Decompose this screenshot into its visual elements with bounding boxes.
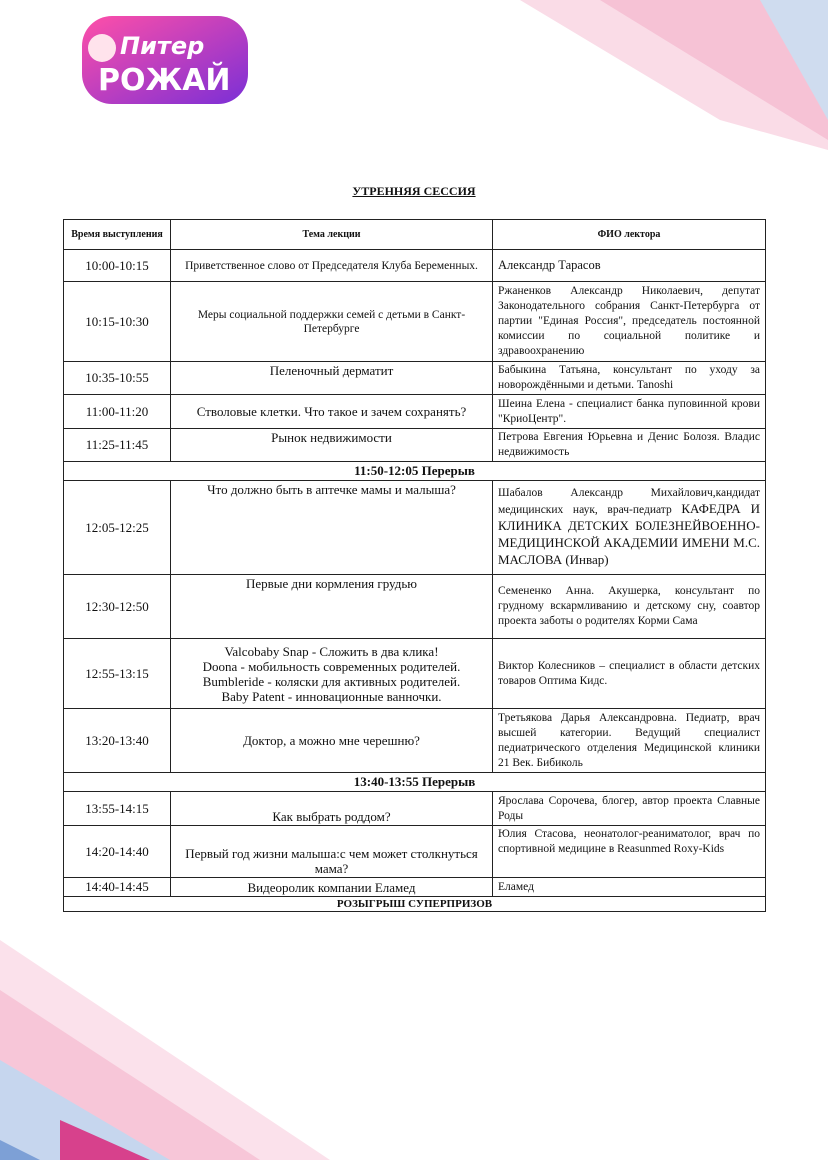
logo-line2: РОЖАЙ <box>98 63 231 98</box>
table-row: 12:55-13:15 Valcobaby Snap - Сложить в два клика! Doona - мобильность современных родителей. Bumbleride - коляски для активных родителей. Baby Patent - инновационные ванночки. Виктор Колесников – специалист в области детских товаров Оптима Кидс. <box>64 639 766 709</box>
lecturer-part-b: КАФЕДРА И КЛИНИКА ДЕТСКИХ БОЛЕЗНЕЙВОЕННО-МЕДИЦИНСКОЙ АКАДЕМИИ ИМЕНИ М.С. МАСЛОВА (Инвар) <box>498 501 760 567</box>
logo-line1: Питер <box>120 32 205 60</box>
header-time: Время выступления <box>64 220 171 250</box>
brand-logo <box>80 8 260 108</box>
footer-row: РОЗЫГРЫШ СУПЕРПРИЗОВ <box>64 897 766 912</box>
table-row: 10:35-10:55 Пеленочный дерматит Бабыкина Татьяна, консультант по уходу за новорождёнными и детьми. Tanoshi <box>64 362 766 395</box>
schedule-table <box>63 219 766 912</box>
session-title: УТРЕННЯЯ СЕССИЯ <box>352 184 476 198</box>
table-row: 10:00-10:15 Приветственное слово от Председателя Клуба Беременных. Александр Тарасов <box>64 250 766 282</box>
topic-line: Valcobaby Snap - Сложить в два клика! <box>224 643 439 659</box>
table-row: 13:55-14:15 Как выбрать роддом? Ярослава Сорочева, блогер, автор проекта Славные Роды <box>64 792 766 826</box>
table-row: 14:20-14:40 Первый год жизни малыша:с чем может столкнуться мама? Юлия Стасова, неонатолог-реаниматолог, врач по спортивной медицине в Reasunmed Roxy-Kids <box>64 826 766 878</box>
table-row: 11:00-11:20 Стволовые клетки. Что такое и зачем сохранять? Шеина Елена - специалист банка пуповинной крови "КриоЦентр". <box>64 395 766 429</box>
table-row: 10:15-10:30 Меры социальной поддержки семей с детьми в Санкт-Петербурге Ржаненков Александр Николаевич, депутат Законодательного собрания Санкт-Петербурга от партии "Единая Россия", председатель постоянной комиссии по социальной политике и здравоохранению <box>64 282 766 362</box>
table-row: 13:20-13:40 Доктор, а можно мне черешню? Третьякова Дарья Александровна. Педиатр, врач высшей категории. Ведущий специалист педиатрического отделения Медицинской клиники 21 Век. Бибиколь <box>64 709 766 773</box>
table-row: 11:25-11:45 Рынок недвижимости Петрова Евгения Юрьевна и Денис Болозя. Владис недвижимость <box>64 429 766 462</box>
break-row: 13:40-13:55 Перерыв <box>64 773 766 792</box>
topic-line: Baby Patent - инновационные ванночки. <box>221 688 442 704</box>
table-row: 12:30-12:50 Первые дни кормления грудью Семененко Анна. Акушерка, консультант по грудному вскармливанию и детскому сну, соавтор проекта заботы о родителях Корми Сама <box>64 575 766 639</box>
table-row: 14:40-14:45 Видеоролик компании Еламед Еламед <box>64 878 766 897</box>
table-row: 12:05-12:25 Что должно быть в аптечке мамы и малыша? Шабалов Александр Михайлович,кандидат медицинских наук, врач-педиатр КАФЕДРА И КЛИНИКА ДЕТСКИХ БОЛЕЗНЕЙВОЕННО-МЕДИЦИНСКОЙ АКАДЕМИИ ИМЕНИ М.С. МАСЛОВА (Инвар) <box>64 481 766 575</box>
break-row: 11:50-12:05 Перерыв <box>64 462 766 481</box>
topic-line: Doona - мобильность современных родителей. <box>202 658 461 674</box>
topic-line: Bumbleride - коляски для активных родителей. <box>202 673 461 689</box>
header-lecturer: ФИО лектора <box>493 220 766 250</box>
lecturer-part-a: Шабалов Александр Михайлович,кандидат медицинских наук, врач-педиатр <box>498 487 760 516</box>
baby-icon <box>88 34 116 62</box>
header-topic: Тема лекции <box>171 220 493 250</box>
table-header-row <box>64 220 766 250</box>
